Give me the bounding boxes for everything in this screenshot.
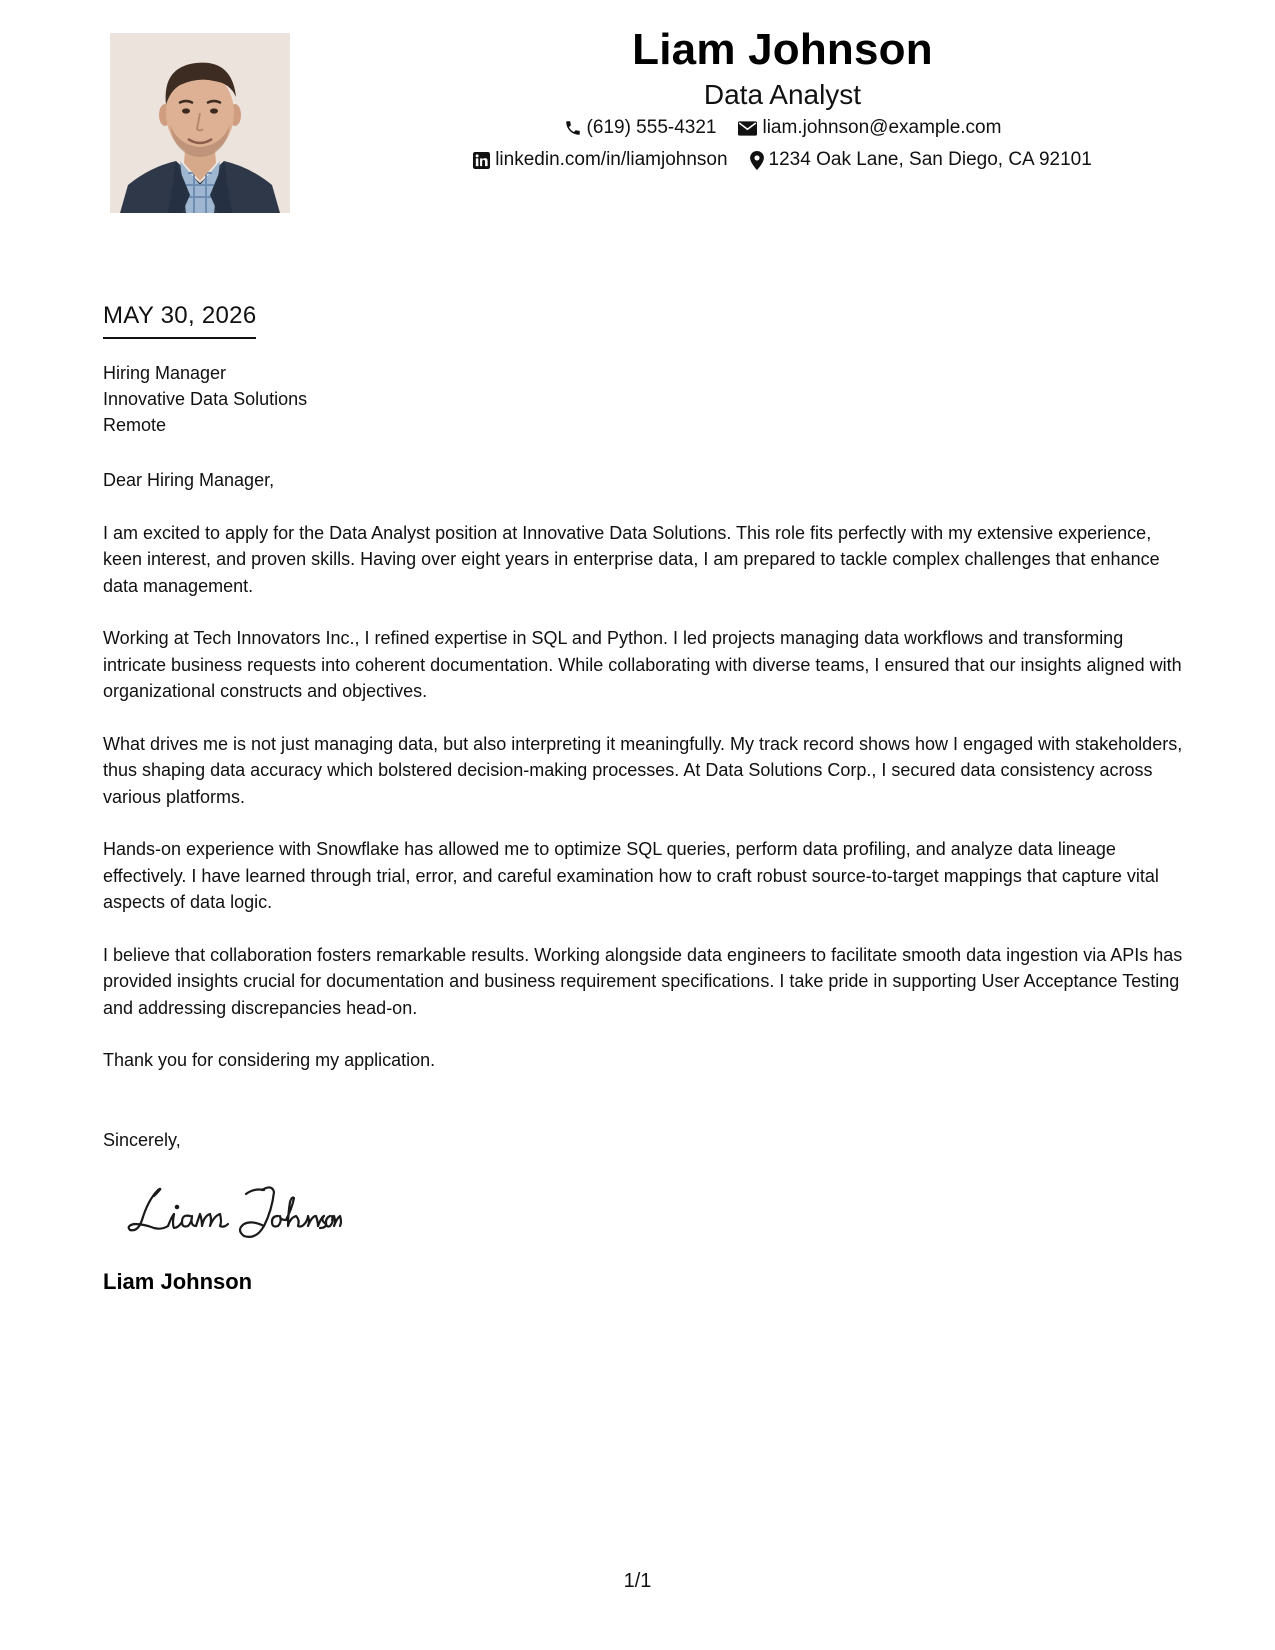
recipient-location: Remote — [103, 415, 167, 435]
envelope-icon — [738, 121, 757, 136]
email-address[interactable]: liam.johnson@example.com — [762, 117, 1002, 138]
sign-off: Sincerely, — [103, 1130, 181, 1150]
body-paragraph: Hands-on experience with Snowflake has allowed me to optimize SQL queries, perform data profiling, and analyze data lineage effectively. I have learned through trial, error, and careful examination how to craft robust source-to-target mappings that capture vital aspects of data logic. — [103, 839, 1159, 912]
profile-photo — [110, 33, 290, 213]
body-paragraph: Working at Tech Innovators Inc., I refined expertise in SQL and Python. I led projects managing data workflows and transforming intricate business requests into coherent documentation. While collaborating with diverse teams, I ensured that our insights aligned with organizational constructs and objectives. — [103, 628, 1182, 701]
job-title: Data Analyst — [703, 79, 862, 110]
street-address: 1234 Oak Lane, San Diego, CA 92101 — [768, 149, 1092, 170]
body-paragraph: I am excited to apply for the Data Analyst position at Innovative Data Solutions. This role fits perfectly with my extensive experience, keen interest, and proven skills. Having over eight years in enterprise data, I am prepared to tackle complex challenges that enhance data management. — [103, 522, 1160, 596]
contact-row-primary — [290, 112, 1275, 144]
recipient-block — [103, 360, 307, 438]
handwritten-signature — [124, 1180, 344, 1249]
body-paragraph: I believe that collaboration fosters remarkable results. Working alongside data engineers to facilitate smooth data ingestion via APIs has provided insights crucial for documentation and business requirement specifications. I take pride in supporting User Acceptance Testing and addressing discrepancies head-on. — [103, 944, 1183, 1018]
letter-body — [103, 467, 1183, 1100]
body-paragraph: What drives me is not just managing data, but also interpreting it meaningfully. My track record shows how I engaged with stakeholders, thus shaping data accuracy which bolstered decision-making processes. At Data Solutions Corp., I secured data consistency across various platforms. — [103, 733, 1183, 807]
contact-phone — [564, 116, 717, 140]
salutation: Dear Hiring Manager, — [103, 470, 275, 490]
recipient-title: Hiring Manager — [103, 363, 227, 383]
phone-number: (619) 555-4321 — [586, 117, 717, 138]
linkedin-url[interactable]: linkedin.com/in/liamjohnson — [495, 149, 728, 170]
applicant-name: Liam Johnson — [632, 25, 933, 74]
letter-date: MAY 30, 2026 — [103, 300, 256, 339]
page-number: 1/1 — [623, 1570, 652, 1592]
contact-address — [750, 148, 1092, 172]
contact-email[interactable] — [738, 116, 1001, 140]
signer-name: Liam Johnson — [103, 1269, 253, 1294]
contact-linkedin[interactable] — [473, 148, 727, 172]
closing-line: Thank you for considering my application. — [103, 1050, 436, 1070]
linkedin-icon — [473, 152, 490, 169]
phone-icon — [564, 119, 582, 137]
contact-row-secondary — [290, 144, 1275, 176]
letter-header — [290, 22, 1275, 176]
map-pin-icon — [750, 151, 764, 170]
recipient-company: Innovative Data Solutions — [103, 389, 308, 409]
